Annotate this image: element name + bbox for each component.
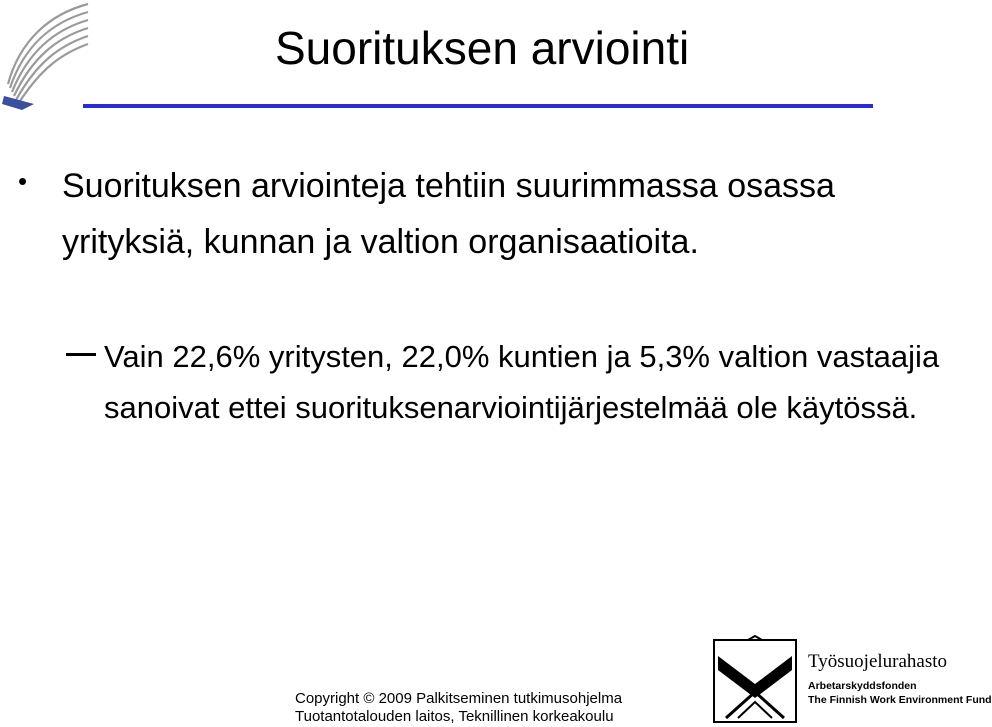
footer-department: Tuotantotalouden laitos, Teknillinen korkeakoulu [295,708,614,725]
fund-name: Työsuojelurahasto [808,651,948,672]
fund-name-swedish: Arbetarskyddsfonden [808,680,917,692]
bullet-marker: • [18,166,28,196]
sub-bullet-dash [66,353,96,356]
fund-name-english: The Finnish Work Environment Fund [808,694,992,706]
bullet-text: Suorituksen arviointeja tehtiin suurimmassa osassa yrityksiä, kunnan ja valtion organisaatioita. [62,167,835,261]
university-logo [0,0,92,112]
footer-copyright: Copyright © 2009 Palkitseminen tutkimusohjelma [295,690,623,707]
sub-bullet-text: Vain 22,6% yritysten, 22,0% kuntien ja 5,3% valtion vastaajia sanoivat ettei suorituksenarviointijärjestelmää ole käytössä. [104,339,940,425]
title-underline [83,104,873,108]
slide-title: Suorituksen arviointi [275,22,690,74]
fund-logo-icon [712,636,798,724]
